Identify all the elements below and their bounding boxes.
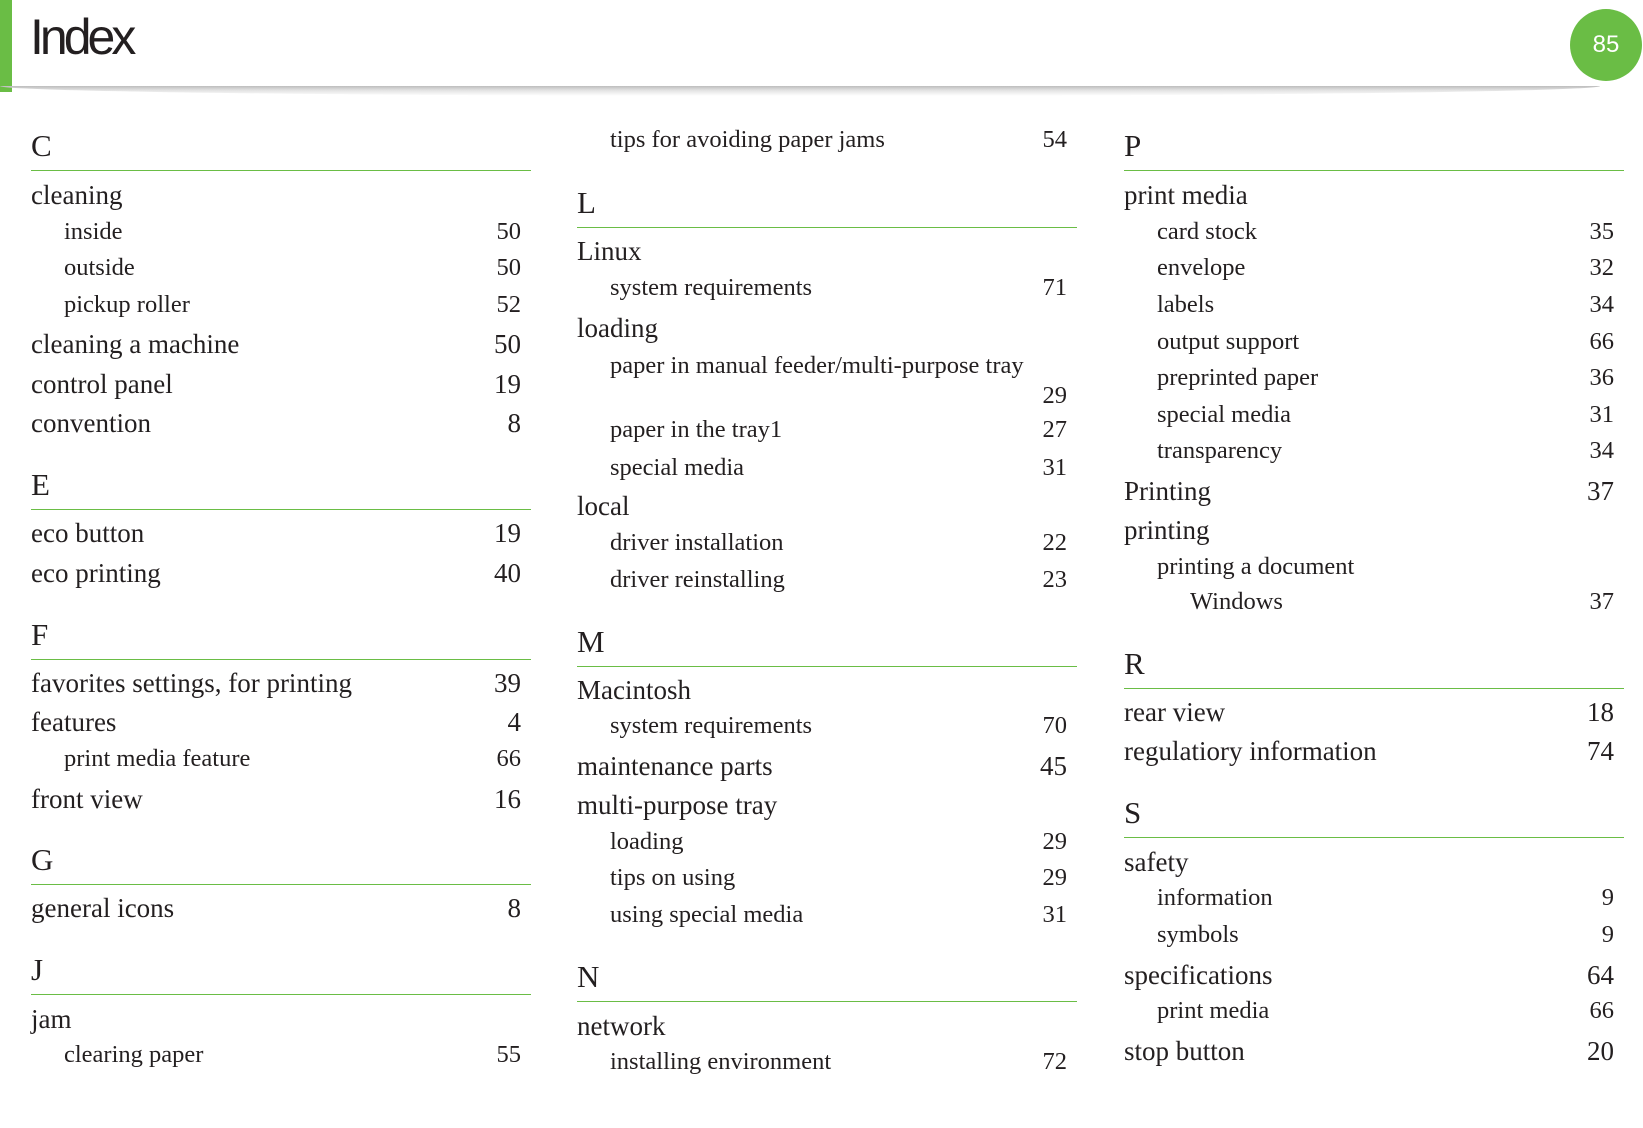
index-entry — [1124, 515, 1624, 549]
index-entry — [1124, 736, 1624, 770]
index-term: features — [31, 707, 117, 737]
index-page-number: 9 — [1601, 921, 1614, 948]
index-term: Macintosh — [577, 675, 691, 705]
index-subentry — [1124, 997, 1624, 1029]
index-subentry — [1124, 437, 1624, 469]
index-page-number: 52 — [496, 291, 521, 318]
index-letter-heading: P — [1124, 128, 1624, 168]
index-term: output support — [1157, 328, 1300, 355]
index-subentry — [1124, 884, 1624, 916]
index-page-number: 72 — [1042, 1048, 1067, 1075]
index-entry — [1124, 180, 1624, 214]
index-column-3 — [1124, 0, 1624, 1128]
index-page-number: 71 — [1042, 274, 1067, 301]
index-page-number: 37 — [1589, 588, 1614, 615]
index-page-number: 74 — [1587, 736, 1614, 766]
index-subentry — [577, 126, 1077, 158]
index-entry — [31, 180, 531, 214]
index-letter-heading: E — [31, 467, 531, 507]
index-subentry — [577, 350, 1077, 414]
index-entry — [1124, 697, 1624, 731]
index-subentry — [1124, 921, 1624, 953]
index-entry — [577, 313, 1077, 347]
index-page-number: 4 — [507, 707, 521, 737]
index-page-number: 9 — [1601, 884, 1614, 911]
index-entry — [31, 408, 531, 442]
index-term: information — [1157, 884, 1273, 911]
index-page-number: 29 — [1042, 828, 1067, 855]
index-page-number: 8 — [507, 408, 521, 438]
index-entry — [577, 751, 1077, 785]
index-letter-heading: F — [31, 617, 531, 657]
index-term: eco button — [31, 518, 145, 548]
index-page-number: 54 — [1042, 126, 1067, 153]
index-term: printing — [1124, 515, 1210, 545]
index-page-number: 70 — [1042, 712, 1067, 739]
index-subentry — [31, 1041, 531, 1073]
index-letter-heading: R — [1124, 646, 1624, 686]
index-page-number: 40 — [494, 558, 521, 588]
index-letter-heading: J — [31, 952, 531, 992]
index-term: driver reinstalling — [610, 566, 785, 593]
index-column-2 — [577, 0, 1077, 1128]
index-letter-heading: L — [577, 185, 1077, 225]
index-subentry — [31, 745, 531, 777]
index-term: safety — [1124, 847, 1189, 877]
index-page-number: 19 — [494, 518, 521, 548]
index-term: cleaning a machine — [31, 329, 240, 359]
index-page-number: 31 — [1042, 901, 1067, 928]
index-term: using special media — [610, 901, 804, 928]
index-entry — [31, 369, 531, 403]
index-page-number: 50 — [494, 329, 521, 359]
index-page-number: 34 — [1589, 437, 1614, 464]
index-page-number: 16 — [494, 784, 521, 814]
index-subentry — [577, 828, 1077, 860]
index-page-number: 31 — [1589, 401, 1614, 428]
index-term: eco printing — [31, 558, 161, 588]
index-page-number: 18 — [1587, 697, 1614, 727]
index-term: system requirements — [610, 274, 813, 301]
index-term: specifications — [1124, 960, 1273, 990]
index-term: symbols — [1157, 921, 1239, 948]
index-letter-heading: G — [31, 842, 531, 882]
index-term: local — [577, 491, 630, 521]
index-page-number: 29 — [1042, 864, 1067, 891]
header-accent-bar — [0, 0, 12, 92]
index-page-number: 64 — [1587, 960, 1614, 990]
index-term: card stock — [1157, 218, 1257, 245]
index-page-number: 37 — [1587, 476, 1614, 506]
index-entry — [31, 784, 531, 818]
index-subentry — [1124, 588, 1624, 620]
index-subentry — [577, 901, 1077, 933]
index-page-number: 50 — [496, 218, 521, 245]
index-entry — [1124, 1036, 1624, 1070]
index-term: network — [577, 1011, 666, 1041]
index-page-number: 50 — [496, 254, 521, 281]
index-letter-heading: N — [577, 959, 1077, 999]
index-term: Linux — [577, 236, 642, 266]
index-term: Windows — [1190, 588, 1283, 615]
index-letter-heading: C — [31, 128, 531, 168]
index-subentry — [577, 274, 1077, 306]
index-term: paper in the tray1 — [610, 416, 783, 443]
index-entry — [577, 1011, 1077, 1045]
index-term: printing a document — [1157, 553, 1355, 580]
index-page-number: 19 — [494, 369, 521, 399]
index-page-number: 66 — [496, 745, 521, 772]
index-term: special media — [1157, 401, 1292, 428]
index-page-number: 35 — [1589, 218, 1614, 245]
index-term: general icons — [31, 893, 175, 923]
index-term: Printing — [1124, 476, 1212, 506]
index-term: clearing paper — [64, 1041, 204, 1068]
index-term: transparency — [1157, 437, 1283, 464]
index-term: maintenance parts — [577, 751, 773, 781]
index-column-1 — [31, 0, 531, 1128]
index-subentry — [1124, 553, 1624, 585]
index-term: stop button — [1124, 1036, 1245, 1066]
index-page-number: 66 — [1589, 328, 1614, 355]
index-entry — [577, 675, 1077, 709]
index-term: print media — [1157, 997, 1270, 1024]
index-page-number: 22 — [1042, 529, 1067, 556]
index-term: installing environment — [610, 1048, 832, 1075]
index-entry — [31, 893, 531, 927]
index-page-number: 29 — [1042, 382, 1067, 409]
index-page-number: 27 — [1042, 416, 1067, 443]
index-subentry — [577, 529, 1077, 561]
index-term: rear view — [1124, 697, 1226, 727]
index-entry — [577, 790, 1077, 824]
index-term: control panel — [31, 369, 173, 399]
index-letter-heading: S — [1124, 795, 1624, 835]
index-page-number: 66 — [1589, 997, 1614, 1024]
index-page-number: 39 — [494, 668, 521, 698]
index-entry — [31, 1004, 531, 1038]
index-term: inside — [64, 218, 123, 245]
index-entry — [1124, 960, 1624, 994]
index-page-number: 32 — [1589, 254, 1614, 281]
index-term: labels — [1157, 291, 1215, 318]
index-entry — [577, 491, 1077, 525]
index-subentry — [1124, 291, 1624, 323]
index-page-number: 45 — [1040, 751, 1067, 781]
index-term: loading — [610, 828, 684, 855]
index-subentry — [31, 254, 531, 286]
index-subentry — [1124, 401, 1624, 433]
index-term: convention — [31, 408, 151, 438]
index-term: system requirements — [610, 712, 813, 739]
index-entry — [1124, 847, 1624, 881]
index-entry — [31, 329, 531, 363]
index-term: special media — [610, 454, 745, 481]
index-subentry — [1124, 328, 1624, 360]
index-term: tips on using — [610, 864, 736, 891]
index-subentry — [577, 864, 1077, 896]
index-letter-heading: M — [577, 624, 1077, 664]
index-subentry — [1124, 254, 1624, 286]
index-term: regulatiory information — [1124, 736, 1377, 766]
index-entry — [1124, 476, 1624, 510]
index-subentry — [577, 566, 1077, 598]
index-term: jam — [31, 1004, 72, 1034]
index-term: print media — [1124, 180, 1248, 210]
index-term: driver installation — [610, 529, 784, 556]
index-entry — [31, 558, 531, 592]
index-entry — [31, 668, 531, 702]
page-title: Index — [30, 9, 133, 65]
index-page-number: 55 — [496, 1041, 521, 1068]
index-term: outside — [64, 254, 135, 281]
index-term: front view — [31, 784, 143, 814]
index-term: tips for avoiding paper jams — [610, 126, 885, 153]
index-entry — [31, 707, 531, 741]
index-page-number: 31 — [1042, 454, 1067, 481]
index-term: preprinted paper — [1157, 364, 1319, 391]
index-subentry — [577, 416, 1077, 448]
index-page-number: 20 — [1587, 1036, 1614, 1066]
index-subentry — [577, 712, 1077, 744]
index-term: favorites settings, for printing — [31, 668, 352, 698]
index-subentry — [577, 454, 1077, 486]
index-page-number: 36 — [1589, 364, 1614, 391]
index-term: loading — [577, 313, 658, 343]
index-subentry — [1124, 218, 1624, 250]
index-page-number: 8 — [507, 893, 521, 923]
index-page-number: 23 — [1042, 566, 1067, 593]
index-subentry — [31, 218, 531, 250]
index-term: cleaning — [31, 180, 123, 210]
index-term: paper in manual feeder/multi-purpose tray — [610, 352, 1024, 379]
index-subentry — [1124, 364, 1624, 396]
index-subentry — [31, 291, 531, 323]
index-term: multi-purpose tray — [577, 790, 778, 820]
index-page-number: 34 — [1589, 291, 1614, 318]
index-term: pickup roller — [64, 291, 190, 318]
page-number-badge: 85 — [1570, 9, 1642, 81]
index-subentry — [577, 1048, 1077, 1080]
index-entry — [31, 518, 531, 552]
index-term: print media feature — [64, 745, 251, 772]
index-term: envelope — [1157, 254, 1246, 281]
index-entry — [577, 236, 1077, 270]
